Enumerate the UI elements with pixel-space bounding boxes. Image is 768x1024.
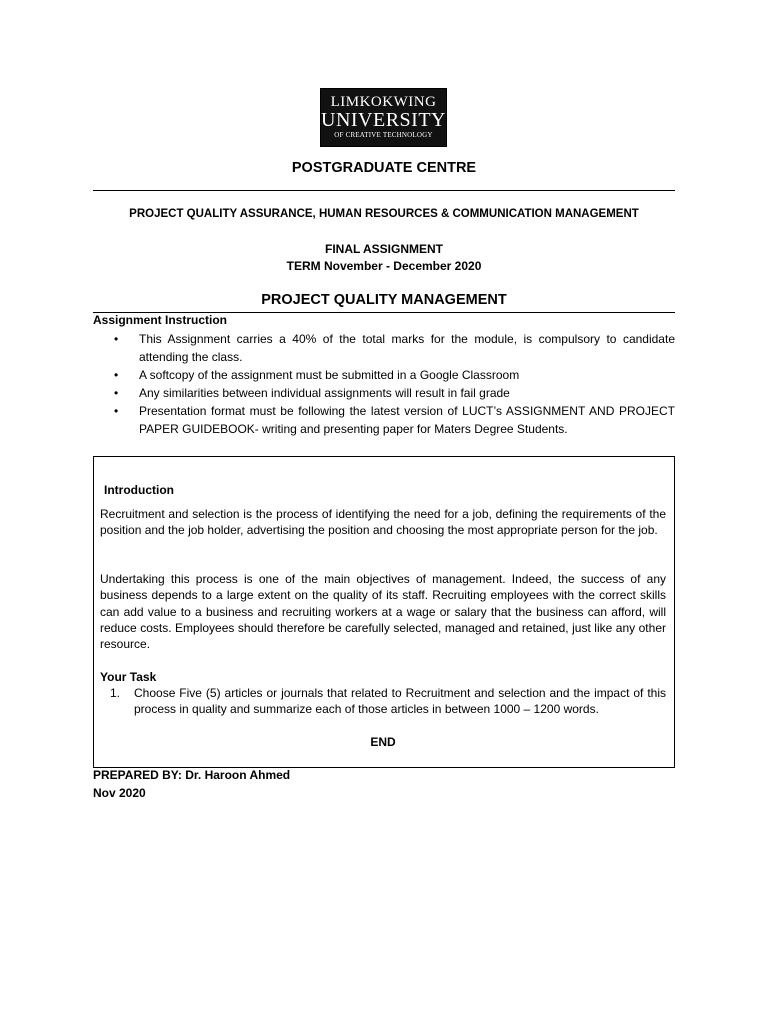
task-number: 1. [110, 686, 121, 700]
centre-title: POSTGRADUATE CENTRE [291, 160, 477, 176]
bullet-icon: • [114, 404, 119, 418]
task-heading: Your Task [100, 670, 157, 684]
introduction-heading: Introduction [104, 483, 174, 497]
document-date: Nov 2020 [93, 786, 146, 800]
task-text: Choose Five (5) articles or journals that related to Recruitment and selection and the impact of this process in quality and summarize each of those articles in between 1000 – 1200 words. [134, 686, 666, 717]
subject-title: PROJECT QUALITY ASSURANCE, HUMAN RESOURCES & COMMUNICATION MANAGEMENT [129, 208, 639, 220]
introduction-paragraph-1: Recruitment and selection is the process of identifying the need for a job, defining the requirements of the position and the job holder, advertising the position and choosing the most appropriate person for the job. [100, 507, 666, 538]
list-item [93, 402, 675, 438]
task-list [100, 685, 666, 718]
term-label: TERM November - December 2020 [286, 259, 482, 273]
list-item [93, 330, 675, 366]
prepared-by: PREPARED BY: Dr. Haroon Ahmed [93, 768, 291, 782]
bullet-icon: • [114, 386, 119, 400]
instructions-heading: Assignment Instruction [93, 313, 228, 327]
list-item [93, 384, 675, 402]
instructions-list [93, 330, 675, 438]
bullet-icon: • [114, 332, 119, 346]
list-item-text: This Assignment carries a 40% of the total marks for the module, is compulsory to candidate attending the class. [139, 332, 675, 364]
logo-line-1: LIMKOKWING [330, 94, 437, 110]
list-item-text: Any similarities between individual assignments will result in fail grade [139, 386, 510, 400]
list-item-text: Presentation format must be following the latest version of LUCT’s ASSIGNMENT AND PROJECT PAPER GUIDEBOOK- writing and presenting paper for Maters Degree Students. [139, 404, 675, 436]
introduction-paragraph-2: Undertaking this process is one of the main objectives of management. Indeed, the success of any business depends to a large extent on the quality of its staff. Recruiting employees with the correct skills can add value to a business and recruiting workers at a wage or salary that the business can afford, will reduce costs. Employees should therefore be carefully selected, managed and retained, just like any other resource. [100, 572, 666, 652]
assignment-title: FINAL ASSIGNMENT [324, 242, 443, 256]
divider [93, 190, 675, 191]
logo-line-2: UNIVERSITY [321, 109, 446, 131]
assignment-box [93, 456, 675, 768]
list-item-text: A softcopy of the assignment must be submitted in a Google Classroom [139, 368, 520, 382]
university-logo [320, 88, 447, 147]
module-title: PROJECT QUALITY MANAGEMENT [261, 292, 507, 308]
list-item [93, 366, 675, 384]
list-item [100, 685, 666, 718]
logo-line-3: OF CREATIVE TECHNOLOGY [334, 131, 433, 139]
end-label: END [370, 735, 396, 749]
bullet-icon: • [114, 368, 119, 382]
